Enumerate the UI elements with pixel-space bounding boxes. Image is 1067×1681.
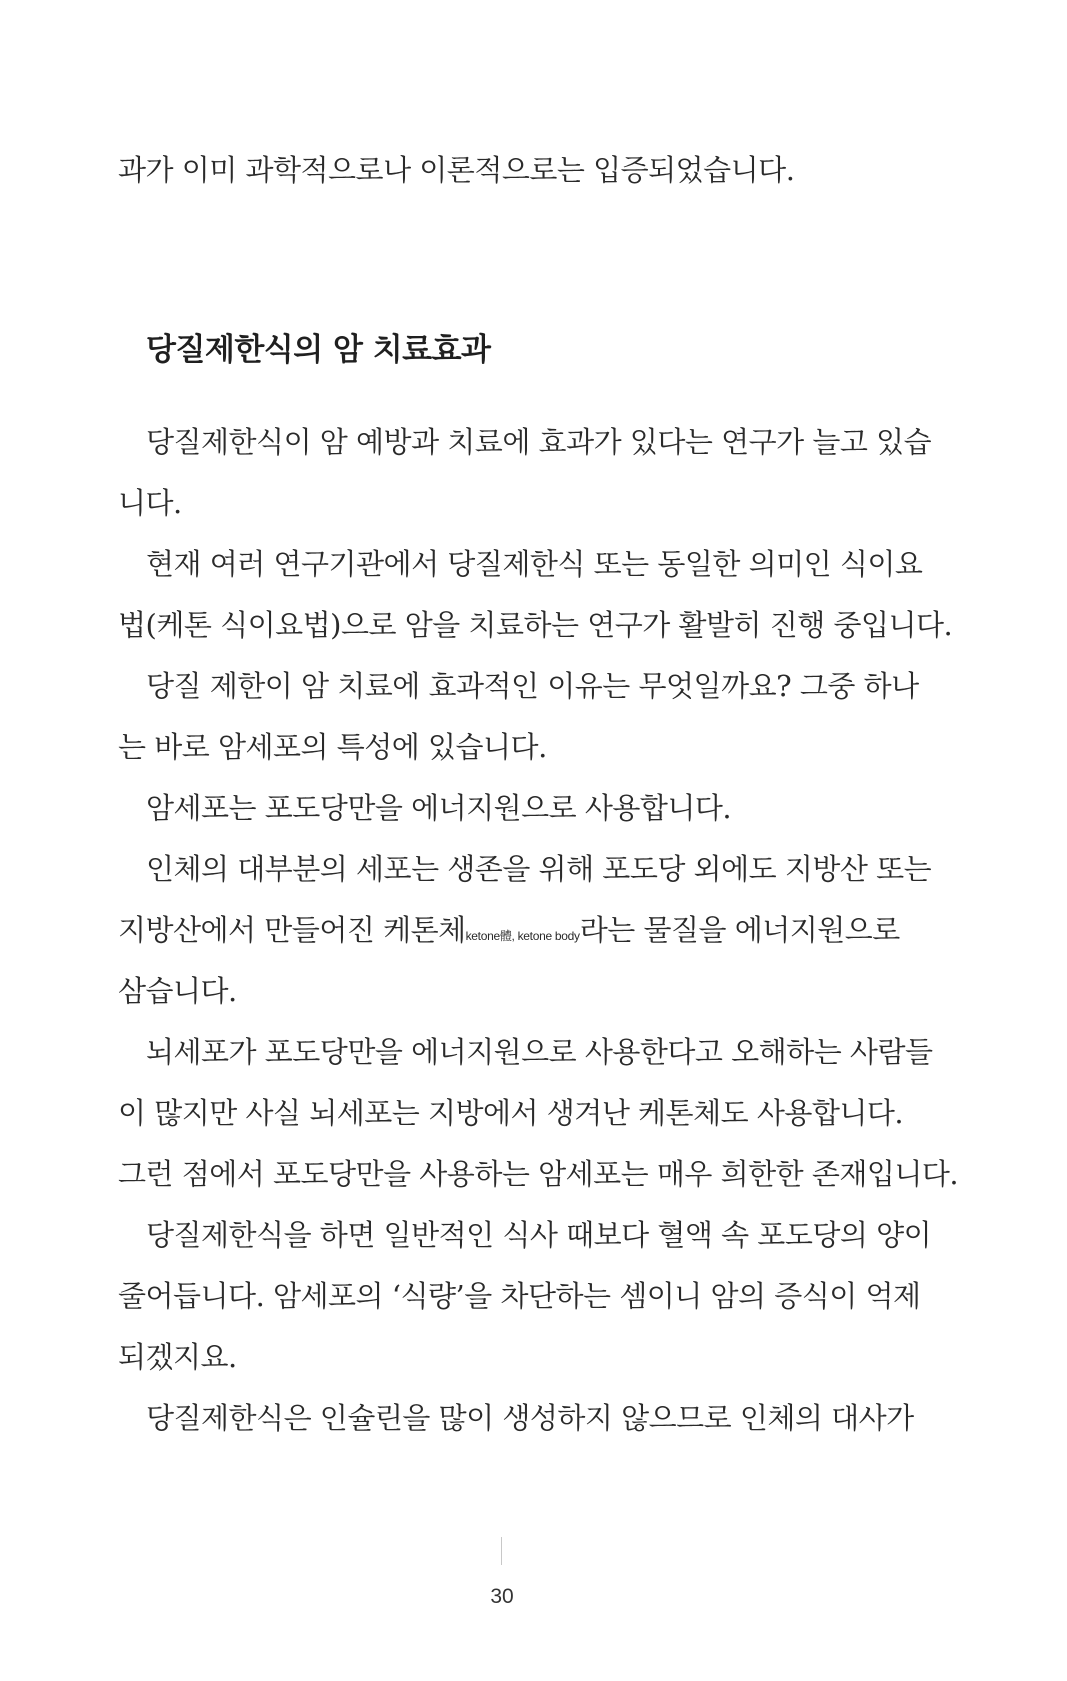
body-line: 이 많지만 사실 뇌세포는 지방에서 생겨난 케톤체도 사용합니다. (118, 1096, 904, 1130)
body-line: 당질제한식이 암 예방과 치료에 효과가 있다는 연구가 늘고 있습 (146, 425, 932, 459)
body-line-before: 지방산에서 만들어진 케톤체 (118, 913, 466, 947)
body-line: 삼습니다. (118, 974, 237, 1008)
intro-paragraph-line: 과가 이미 과학적으로나 이론적으로는 입증되었습니다. (118, 153, 795, 187)
body-line: 인체의 대부분의 세포는 생존을 위해 포도당 외에도 지방산 또는 (146, 852, 932, 886)
body-line: 니다. (118, 486, 182, 520)
page-number: 30 (490, 1585, 514, 1608)
body-line: 현재 여러 연구기관에서 당질제한식 또는 동일한 의미인 식이요 (146, 547, 923, 581)
footer-divider (501, 1537, 502, 1565)
body-line: 법(케톤 식이요법)으로 암을 치료하는 연구가 활발히 진행 중입니다. (118, 608, 953, 642)
section-heading: 당질제한식의 암 치료효과 (146, 332, 491, 368)
body-line: 그런 점에서 포도당만을 사용하는 암세포는 매우 희한한 존재입니다. (118, 1157, 959, 1191)
body-line: 당질제한식을 하면 일반적인 식사 때보다 혈액 속 포도당의 양이 (146, 1218, 932, 1252)
body-line: 암세포는 포도당만을 에너지원으로 사용합니다. (146, 791, 732, 825)
ketone-annotation: ketone體, ketone body (465, 929, 580, 943)
body-line: 당질제한식은 인슐린을 많이 생성하지 않으므로 인체의 대사가 (146, 1401, 914, 1435)
body-line: 는 바로 암세포의 특성에 있습니다. (118, 730, 547, 764)
body-text (118, 412, 959, 1449)
body-line: 당질 제한이 암 치료에 효과적인 이유는 무엇일까요? 그중 하나 (146, 669, 919, 703)
body-line: 뇌세포가 포도당만을 에너지원으로 사용한다고 오해하는 사람들 (146, 1035, 933, 1069)
body-line-after: 라는 물질을 에너지원으로 (579, 913, 900, 947)
body-line: 되겠지요. (118, 1340, 237, 1374)
body-line (118, 900, 898, 961)
body-line: 줄어듭니다. 암세포의 ‘식량’을 차단하는 셈이니 암의 증식이 억제 (118, 1279, 921, 1313)
